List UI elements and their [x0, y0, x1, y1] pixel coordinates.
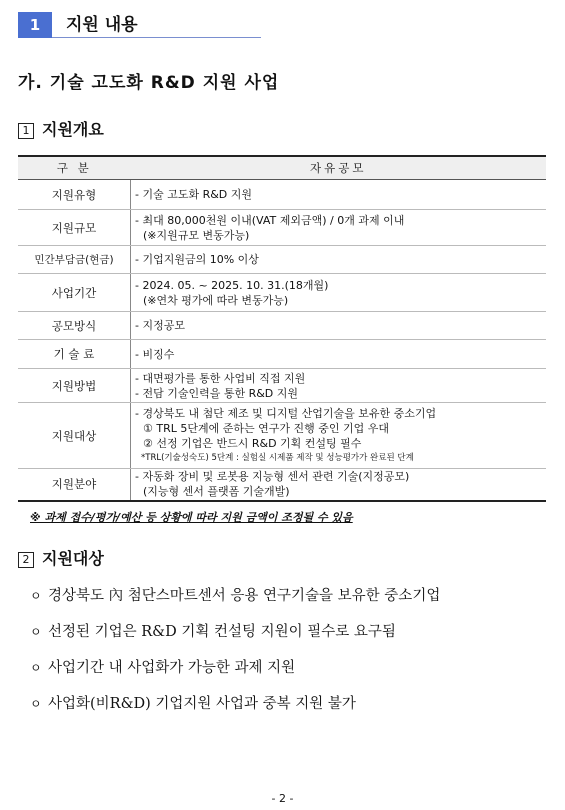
row-value [131, 469, 547, 501]
section-number: 1 [18, 12, 52, 38]
row-value [131, 312, 547, 340]
adjustment-note: ※ 과제 접수/평가/예산 등 상황에 따라 지원 금액이 조정될 수 있음 [30, 511, 353, 524]
overview-number-box: 1 [18, 123, 34, 139]
overview-title: 지원개요 [42, 120, 104, 139]
row-line: (※연차 평가에 따라 변동가능) [143, 293, 289, 307]
row-label: 민간부담금(현금) [18, 246, 131, 274]
row-line: - 최대 80,000천원 이내(VAT 제외금액) / 0개 과제 이내 [135, 213, 405, 227]
row-label: 공모방식 [18, 312, 131, 340]
row-line: - 기업지원금의 10% 이상 [135, 253, 259, 266]
row-line: - 전담 기술인력을 통한 R&D 지원 [135, 386, 299, 400]
row-label: 지원규모 [18, 210, 131, 246]
row-line: ② 선정 기업은 반드시 R&D 기획 컨설팅 필수 [143, 436, 362, 450]
bullet-mark: ㅇ [30, 625, 42, 639]
row-label: 지원분야 [18, 469, 131, 501]
table-header-category: 구 분 [18, 156, 131, 180]
bullet-text: 경상북도 內 첨단스마트센서 응용 연구기술을 보유한 중소기업 [48, 588, 441, 604]
trl-footnote: *TRL(기술성숙도) 5단계 : 실험실 시제품 제작 및 성능평가가 완료된 단계 [141, 452, 414, 463]
target-title: 지원대상 [42, 549, 104, 568]
row-label: 기 술 료 [18, 340, 131, 369]
overview-heading [18, 117, 104, 140]
bullet-text: 선정된 기업은 R&D 기획 컨설팅 지원이 필수로 요구됨 [48, 624, 396, 640]
row-line: - 자동화 장비 및 로봇용 지능형 센서 관련 기술(지정공모) [135, 470, 410, 484]
row-line: - 2024. 05. ~ 2025. 10. 31.(18개월) [135, 278, 329, 292]
row-label: 사업기간 [18, 274, 131, 312]
row-line: - 대면평가를 통한 사업비 직접 지원 [135, 371, 306, 385]
heading-program: 가. 기술 고도화 R&D 지원 사업 [18, 73, 280, 93]
table-header-open-call: 자유공모 [131, 156, 547, 180]
row-line: (※지원규모 변동가능) [143, 228, 250, 242]
table-header-row [18, 156, 546, 180]
list-item [30, 584, 440, 605]
row-value [131, 246, 547, 274]
row-line: - 지정공모 [135, 319, 185, 332]
bullet-mark: ㅇ [30, 697, 42, 711]
row-line: - 기술 고도화 R&D 지원 [135, 188, 253, 201]
row-value [131, 180, 547, 210]
list-item [30, 692, 356, 713]
table-row [18, 340, 546, 369]
target-number-box: 2 [18, 552, 34, 568]
row-value [131, 340, 547, 369]
list-item [30, 620, 396, 641]
row-label: 지원대상 [18, 403, 131, 469]
table-row [18, 369, 546, 403]
row-label: 지원유형 [18, 180, 131, 210]
row-line: - 경상북도 내 첨단 제조 및 디지털 산업기술을 보유한 중소기업 [135, 406, 437, 420]
row-line: - 비징수 [135, 347, 175, 361]
bullet-mark: ㅇ [30, 661, 42, 675]
section-header [18, 12, 261, 38]
table-row [18, 246, 546, 274]
row-value [131, 403, 547, 469]
section-title: 지원 내용 [66, 15, 138, 35]
row-label: 지원방법 [18, 369, 131, 403]
bullet-text: 사업기간 내 사업화가 가능한 과제 지원 [48, 660, 296, 676]
table-row [18, 180, 546, 210]
row-value [131, 369, 547, 403]
table-row [18, 274, 546, 312]
target-heading [18, 546, 104, 569]
row-value [131, 274, 547, 312]
section-underline [52, 37, 261, 38]
table-row [18, 210, 546, 246]
list-item [30, 656, 295, 677]
bullet-text: 사업화(비R&D) 기업지원 사업과 중복 지원 불가 [48, 696, 356, 712]
table-row [18, 403, 546, 469]
table-row [18, 469, 546, 501]
overview-table [18, 155, 546, 502]
table-row [18, 312, 546, 340]
bullet-mark: ㅇ [30, 589, 42, 603]
row-line: (지능형 센서 플랫폼 기술개발) [143, 485, 290, 499]
row-value [131, 210, 547, 246]
row-line: ① TRL 5단계에 준하는 연구가 진행 중인 기업 우대 [143, 421, 389, 435]
page-number: - 2 - [271, 792, 294, 805]
